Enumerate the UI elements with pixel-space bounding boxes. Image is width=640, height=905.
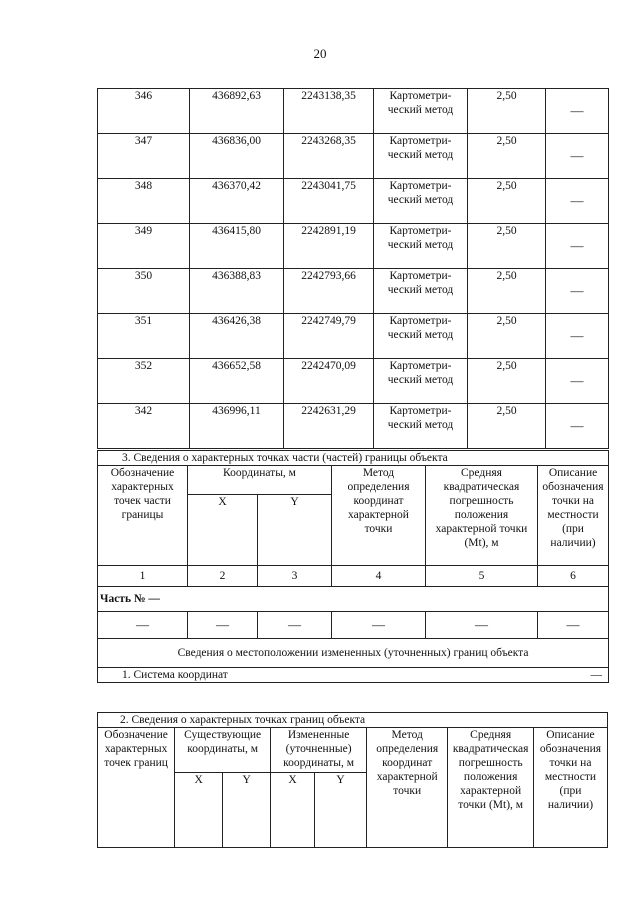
point-method: Картометри-ческий метод	[374, 269, 468, 314]
table-row	[98, 269, 609, 314]
col-desc-header: Описание обозначения точки на местности (при наличии)	[538, 466, 609, 566]
point-x: 436388,83	[190, 269, 284, 314]
point-number: 348	[98, 179, 190, 224]
point-method: Картометри-ческий метод	[374, 134, 468, 179]
table-row	[98, 404, 609, 449]
coordinate-system-label: 1. Система координат	[122, 669, 228, 681]
page-number: 20	[313, 46, 327, 61]
point-desc: —	[546, 404, 609, 449]
point-method: Картометри-ческий метод	[374, 359, 468, 404]
point-y: 2243138,35	[284, 89, 374, 134]
changed-designation-header: Обозначение характерных точек границ	[98, 728, 175, 848]
existing-y-header: Y	[223, 773, 271, 848]
point-x: 436652,58	[190, 359, 284, 404]
table-row	[98, 134, 609, 179]
col-designation-header: Обозначение характерных точек части границы	[98, 466, 188, 566]
section3-title: 3. Сведения о характерных точках части (частей) границы объекта	[98, 451, 609, 466]
empty-dash: —	[538, 612, 609, 639]
table-row	[98, 179, 609, 224]
point-number: 351	[98, 314, 190, 359]
point-y: 2243041,75	[284, 179, 374, 224]
empty-dash: —	[258, 612, 332, 639]
point-desc: —	[546, 179, 609, 224]
changed-y-header: Y	[314, 773, 366, 848]
point-desc: —	[546, 89, 609, 134]
col-y-header: Y	[258, 495, 332, 566]
point-x: 436426,38	[190, 314, 284, 359]
point-y: 2242749,79	[284, 314, 374, 359]
point-mt: 2,50	[468, 359, 546, 404]
point-mt: 2,50	[468, 134, 546, 179]
table-row	[98, 359, 609, 404]
changed-points-table	[97, 712, 608, 848]
point-x: 436415,80	[190, 224, 284, 269]
point-desc: —	[546, 269, 609, 314]
changed-borders-title: Сведения о местоположении измененных (уточненных) границ объекта	[98, 639, 609, 668]
point-desc: —	[546, 134, 609, 179]
point-y: 2242793,66	[284, 269, 374, 314]
empty-dash: —	[332, 612, 426, 639]
empty-dash: —	[98, 612, 188, 639]
point-number: 347	[98, 134, 190, 179]
point-y: 2242470,09	[284, 359, 374, 404]
point-desc: —	[546, 359, 609, 404]
point-y: 2242631,29	[284, 404, 374, 449]
point-number: 349	[98, 224, 190, 269]
point-method: Картометри-ческий метод	[374, 89, 468, 134]
point-method: Картометри-ческий метод	[374, 404, 468, 449]
point-number: 342	[98, 404, 190, 449]
point-mt: 2,50	[468, 404, 546, 449]
point-desc: —	[546, 224, 609, 269]
point-mt: 2,50	[468, 179, 546, 224]
col-x-header: X	[188, 495, 258, 566]
point-mt: 2,50	[468, 89, 546, 134]
empty-dash: —	[426, 612, 538, 639]
point-x: 436996,11	[190, 404, 284, 449]
point-x: 436370,42	[190, 179, 284, 224]
table-row	[98, 89, 609, 134]
col-num: 4	[332, 566, 426, 587]
section3-table	[97, 450, 609, 683]
coordinate-system-value: —	[590, 669, 603, 681]
changed-x-header: X	[271, 773, 315, 848]
point-x: 436836,00	[190, 134, 284, 179]
points-table	[97, 88, 609, 449]
point-method: Картометри-ческий метод	[374, 224, 468, 269]
changed-method-header: Метод определения координат характерной точки	[367, 728, 448, 848]
point-number: 346	[98, 89, 190, 134]
table-row	[98, 224, 609, 269]
point-mt: 2,50	[468, 269, 546, 314]
col-method-header: Метод определения координат характерной точки	[332, 466, 426, 566]
col-num: 2	[188, 566, 258, 587]
table-row	[98, 314, 609, 359]
col-num: 5	[426, 566, 538, 587]
point-y: 2242891,19	[284, 224, 374, 269]
point-number: 352	[98, 359, 190, 404]
coordinate-system-row	[98, 668, 609, 683]
point-number: 350	[98, 269, 190, 314]
changed-coords-header: Измененные (уточненные) координаты, м	[271, 728, 367, 773]
point-mt: 2,50	[468, 224, 546, 269]
point-x: 436892,63	[190, 89, 284, 134]
col-coords-header: Координаты, м	[188, 466, 332, 495]
col-num: 1	[98, 566, 188, 587]
existing-coords-header: Существующие координаты, м	[175, 728, 271, 773]
col-num: 6	[538, 566, 609, 587]
point-method: Картометри-ческий метод	[374, 314, 468, 359]
changed-desc-header: Описание обозначения точки на местности (при наличии)	[533, 728, 607, 848]
existing-x-header: X	[175, 773, 223, 848]
part-label: Часть № —	[98, 587, 609, 612]
col-num: 3	[258, 566, 332, 587]
point-y: 2243268,35	[284, 134, 374, 179]
empty-dash: —	[188, 612, 258, 639]
changed-mt-header: Средняя квадратическая погрешность положения характерной точки (Mt), м	[448, 728, 534, 848]
point-method: Картометри-ческий метод	[374, 179, 468, 224]
col-mt-header: Средняя квадратическая погрешность положения характерной точки (Mt), м	[426, 466, 538, 566]
point-mt: 2,50	[468, 314, 546, 359]
section2-title: 2. Сведения о характерных точках границ объекта	[98, 713, 608, 728]
point-desc: —	[546, 314, 609, 359]
